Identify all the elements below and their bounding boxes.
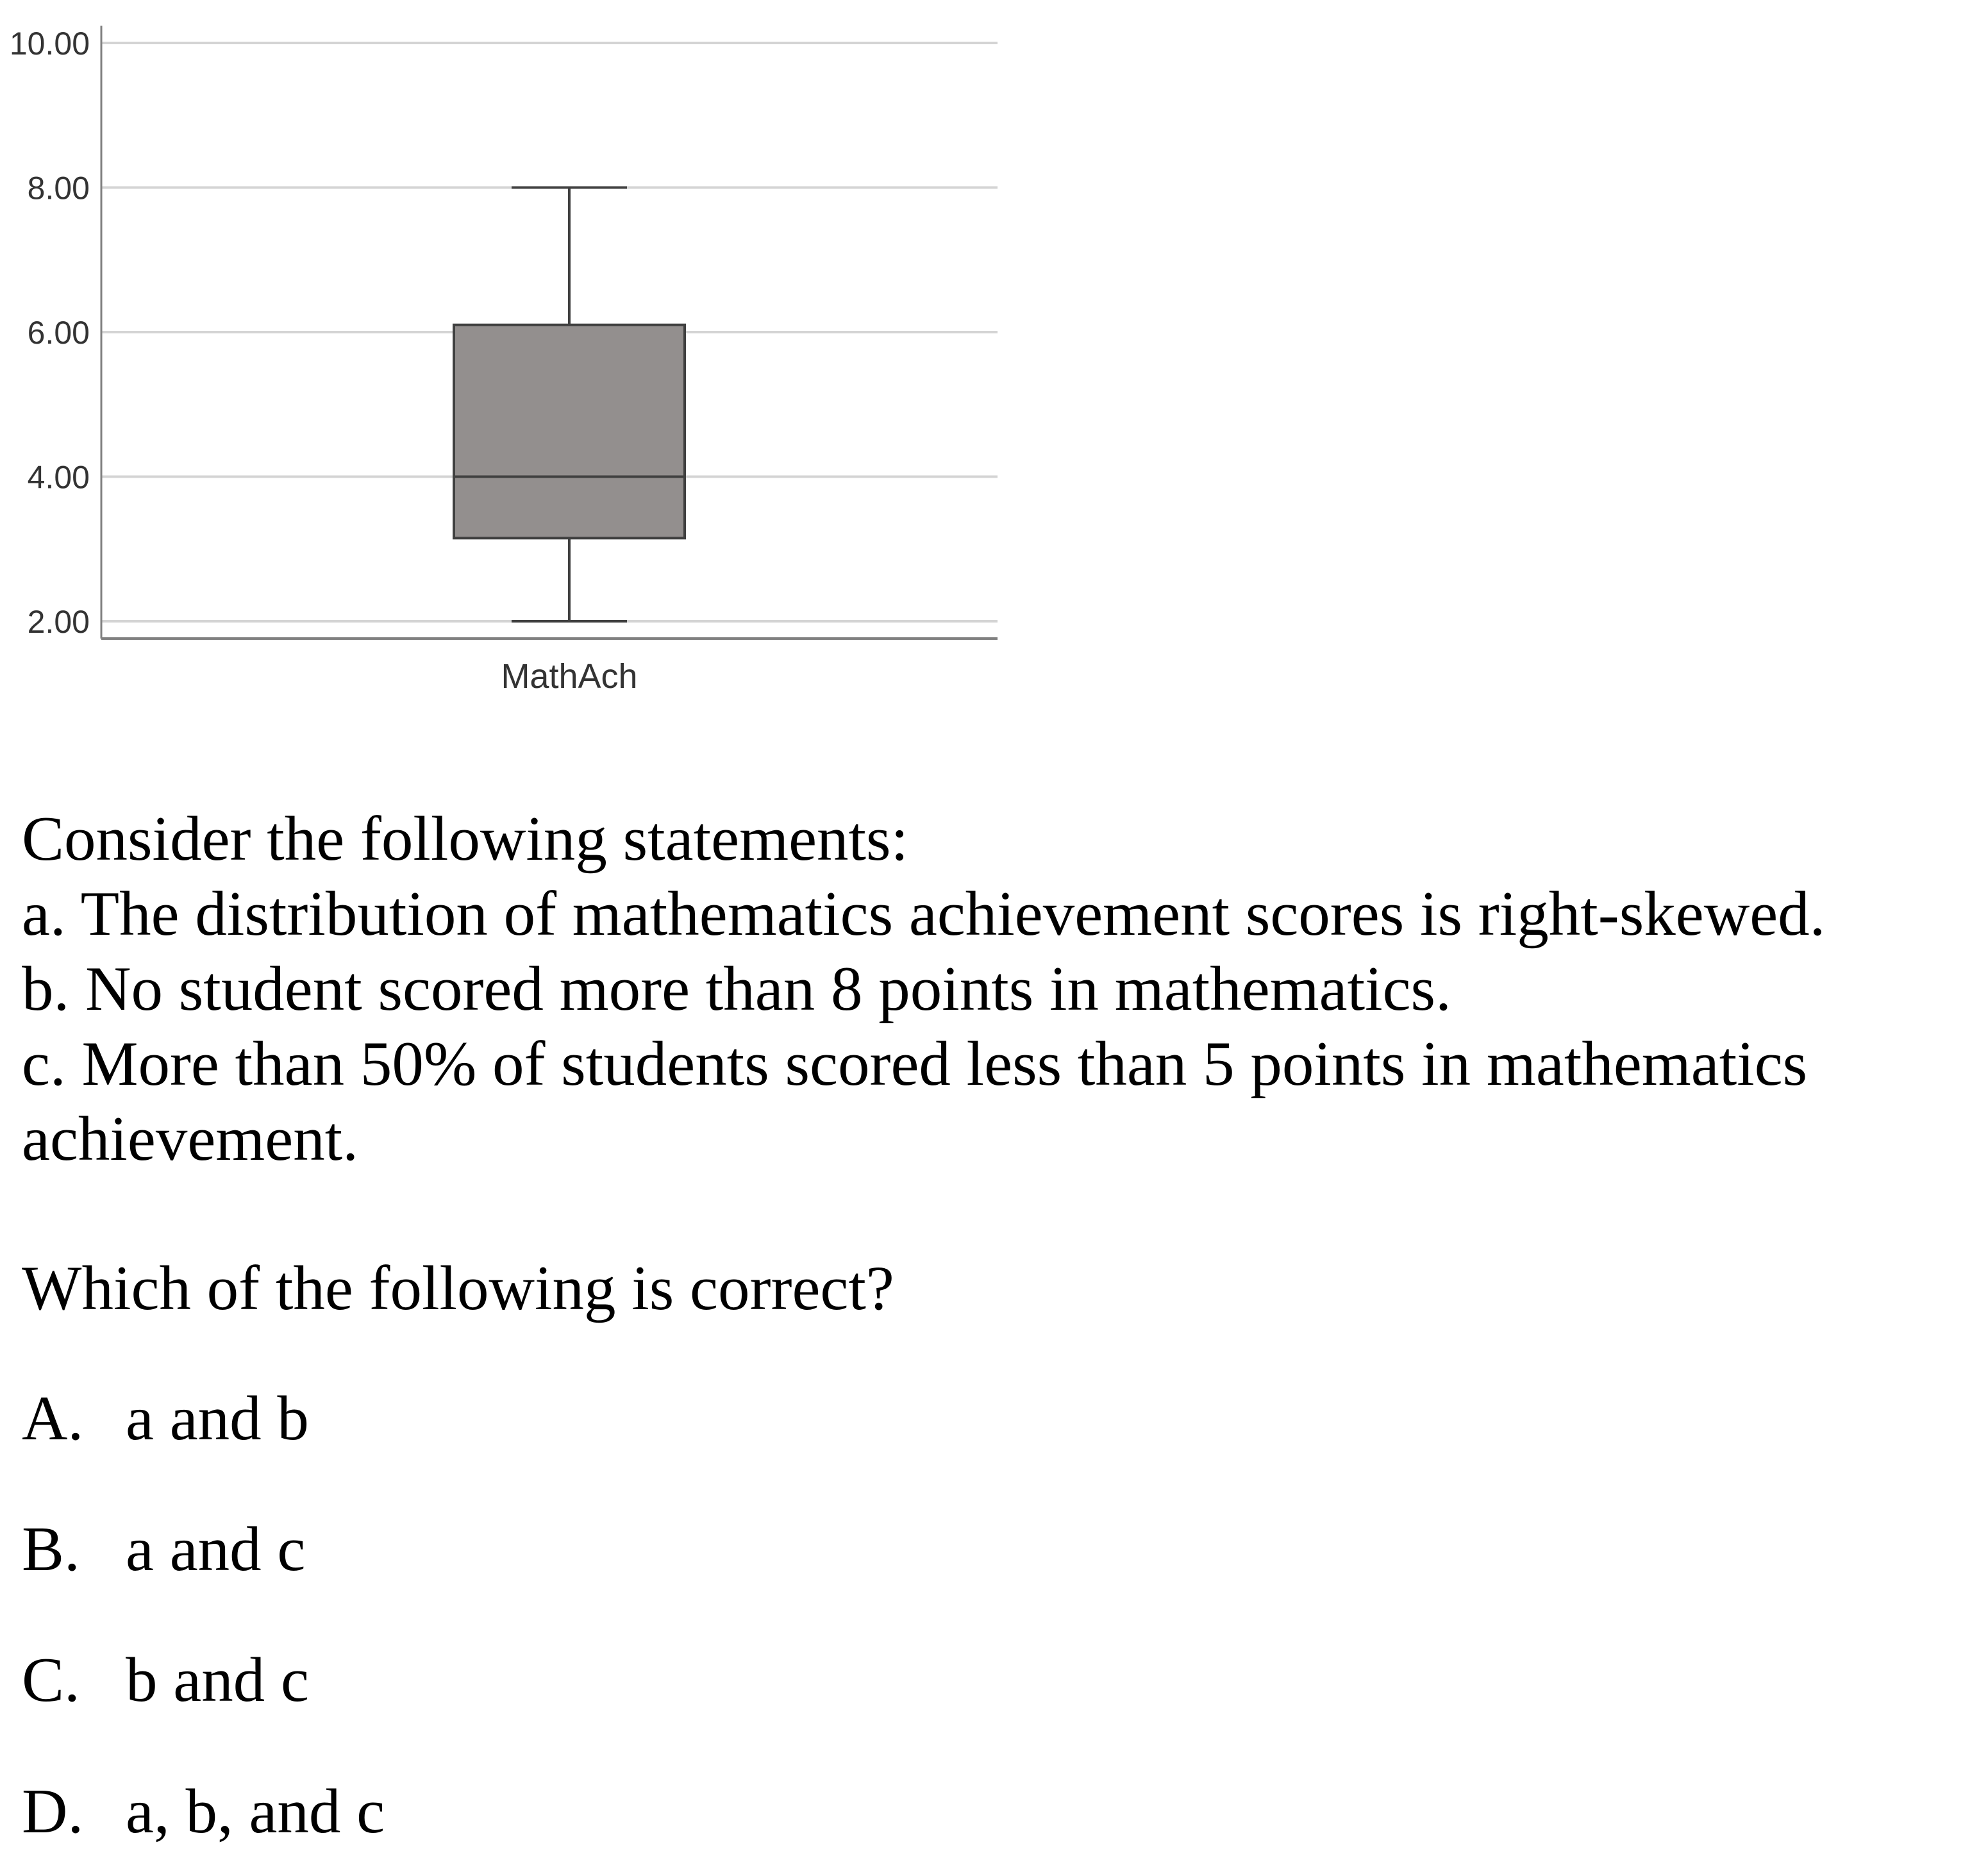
statement-b: b. No student scored more than 8 points in mathematics.: [22, 954, 1451, 1024]
option-a-letter: A.: [22, 1384, 84, 1453]
y-tick-label-10.00: 10.00: [9, 26, 90, 62]
option-b-text: a and c: [126, 1514, 306, 1584]
option-c-letter: C.: [22, 1645, 80, 1715]
option-b[interactable]: [22, 1512, 305, 1587]
option-a-text: a and b: [126, 1384, 309, 1453]
y-tick-label-6.00: 6.00: [27, 315, 90, 351]
y-tick-label-4.00: 4.00: [27, 459, 90, 496]
option-d-letter: D.: [22, 1777, 84, 1846]
option-b-letter: B.: [22, 1514, 80, 1584]
option-c-text: b and c: [126, 1645, 309, 1715]
option-d[interactable]: [22, 1774, 385, 1849]
statement-a: a. The distribution of mathematics achievement scores is right-skewed.: [22, 879, 1826, 949]
question-prompt: Which of the following is correct?: [22, 1253, 894, 1323]
option-a[interactable]: [22, 1381, 309, 1456]
boxplot-chart: [0, 0, 1007, 712]
option-c[interactable]: [22, 1643, 309, 1718]
box-plot-mathach: [454, 188, 685, 622]
question-intro: Consider the following statements:: [22, 804, 909, 874]
y-tick-labels: [10, 26, 90, 640]
statement-c: c. More than 50% of students scored less than 5 points in mathematics: [22, 1029, 1808, 1099]
option-d-text: a, b, and c: [126, 1777, 385, 1846]
x-category-label: MathAch: [501, 657, 638, 696]
y-tick-label-2.00: 2.00: [27, 604, 90, 640]
statement-c-continued: achievement.: [22, 1104, 358, 1174]
iqr-box: [454, 325, 685, 539]
y-tick-label-8.00: 8.00: [27, 170, 90, 206]
